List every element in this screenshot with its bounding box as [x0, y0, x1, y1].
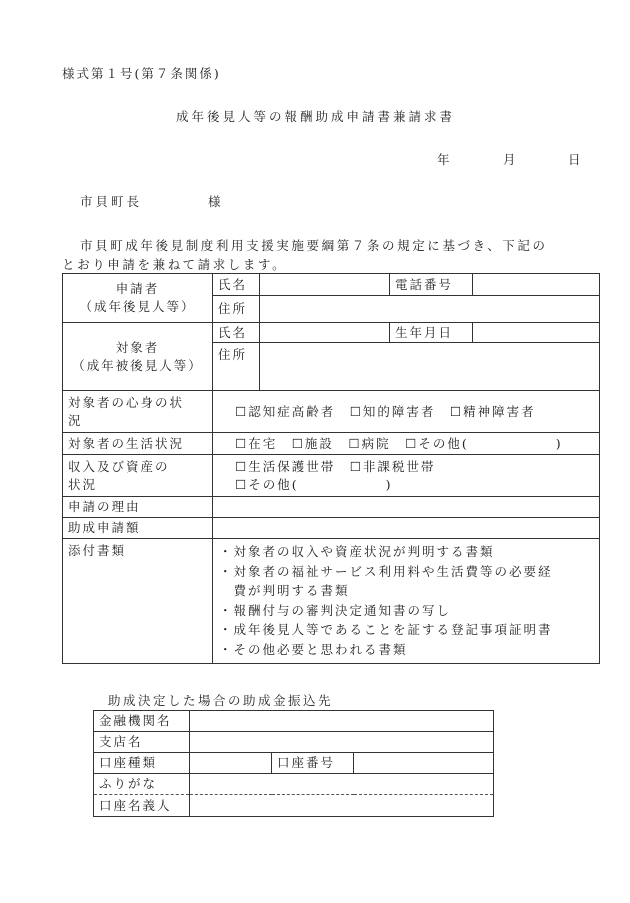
furigana-label: ふりがな — [94, 774, 190, 795]
amount-label: 助成申請額 — [63, 518, 213, 539]
applicant-address-field[interactable] — [260, 296, 600, 323]
intro-line-2: とおり申請を兼ねて請求します。 — [62, 257, 288, 272]
furigana-field[interactable] — [190, 774, 494, 795]
condition-options[interactable]: ☐認知症高齢者 ☐知的障害者 ☐精神障害者 — [213, 391, 600, 433]
branch-field[interactable] — [190, 732, 494, 753]
reason-label: 申請の理由 — [63, 497, 213, 518]
attachment-item: 費が判明する書類 — [219, 583, 350, 598]
income-options-line2[interactable]: ☐その他( ) — [235, 476, 393, 492]
application-form-table — [62, 273, 600, 664]
subject-label-line2: （成年被後見人等） — [72, 357, 203, 373]
date-month: 月 — [503, 152, 518, 167]
income-label-line1: 収入及び資産の — [68, 458, 170, 474]
bank-transfer-table — [93, 710, 494, 817]
income-label — [63, 455, 213, 497]
attachment-item: ・対象者の福祉サービス利用料や生活費等の必要経 — [219, 563, 553, 579]
attachments-label: 添付書類 — [63, 539, 213, 664]
branch-label: 支店名 — [94, 732, 190, 753]
account-type-label: 口座種類 — [94, 753, 190, 774]
form-number: 様式第１号(第７条関係) — [62, 66, 221, 81]
applicant-label — [63, 274, 213, 323]
applicant-label-line2: （成年後見人等） — [79, 299, 196, 314]
applicant-name-field[interactable] — [260, 274, 390, 296]
subject-label-line1: 対象者 — [115, 339, 160, 355]
applicant-name-label: 氏名 — [213, 274, 260, 296]
subject-birthdate-field[interactable] — [473, 323, 600, 343]
living-options[interactable]: ☐在宅 ☐施設 ☐病院 ☐その他( ) — [213, 433, 600, 455]
living-label: 対象者の生活状況 — [63, 433, 213, 455]
bank-name-field[interactable] — [190, 711, 494, 732]
applicant-phone-label: 電話番号 — [390, 274, 473, 296]
bank-name-label: 金融機関名 — [94, 711, 190, 732]
attachments-list — [213, 539, 600, 664]
attachment-item: ・成年後見人等であることを証する登記事項証明書 — [219, 622, 553, 637]
condition-label-line1: 対象者の心身の状 — [68, 394, 185, 410]
amount-field[interactable] — [213, 518, 600, 539]
account-holder-field[interactable] — [190, 795, 494, 817]
subject-label — [63, 323, 213, 391]
addressee-honorific: 様 — [208, 194, 223, 209]
account-type-field[interactable] — [190, 753, 272, 774]
date-year: 年 — [437, 152, 452, 167]
intro-line-1: 市貝町成年後見制度利用支援実施要綱第７条の規定に基づき、下記の — [80, 238, 548, 253]
condition-label-line2: 況 — [68, 412, 83, 428]
income-label-line2: 状況 — [68, 476, 98, 492]
income-options-line1[interactable]: ☐生活保護世帯 ☐非課税世帯 — [235, 458, 436, 474]
reason-field[interactable] — [213, 497, 600, 518]
attachment-item: ・報酬付与の審判決定通知書の写し — [219, 602, 452, 618]
subject-address-label: 住所 — [213, 343, 260, 391]
subject-name-label: 氏名 — [213, 323, 260, 343]
subject-birthdate-label: 生年月日 — [390, 323, 473, 343]
condition-label — [63, 391, 213, 433]
applicant-address-label: 住所 — [213, 296, 260, 323]
bank-section-heading: 助成決定した場合の助成金振込先 — [108, 693, 334, 708]
applicant-label-line1: 申請者 — [115, 281, 160, 296]
subject-name-field[interactable] — [260, 323, 390, 343]
page-title: 成年後見人等の報酬助成申請書兼請求書 — [176, 109, 456, 124]
attachment-item: ・対象者の収入や資産状況が判明する書類 — [219, 544, 495, 559]
addressee: 市貝町長 — [80, 194, 143, 209]
account-number-field[interactable] — [354, 753, 494, 774]
income-options[interactable] — [213, 455, 600, 497]
applicant-phone-field[interactable] — [473, 274, 600, 296]
account-holder-label: 口座名義人 — [94, 795, 190, 817]
subject-address-field[interactable] — [260, 343, 600, 391]
attachment-item: ・その他必要と思われる書類 — [219, 641, 408, 657]
date-day: 日 — [568, 152, 583, 167]
account-number-label: 口座番号 — [272, 753, 354, 774]
